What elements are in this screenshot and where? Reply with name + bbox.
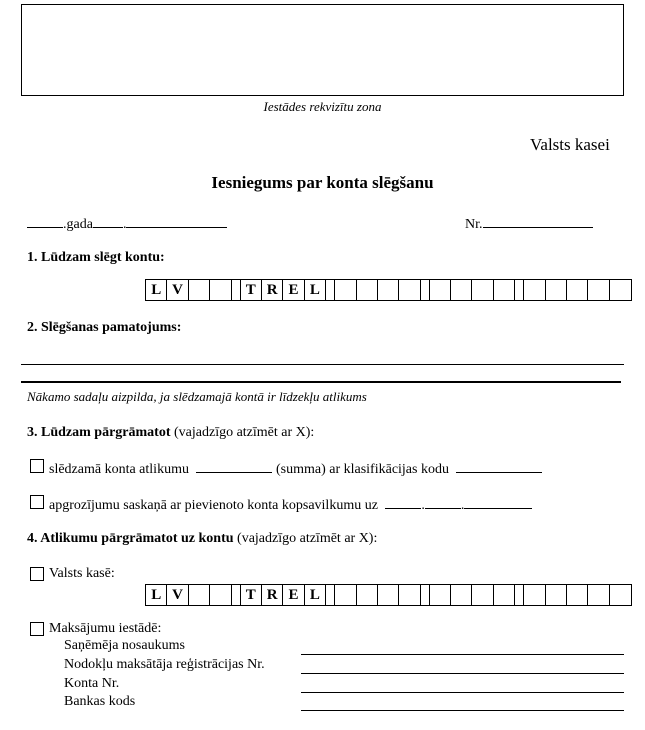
iban-cell[interactable] <box>189 585 210 605</box>
iban-cell[interactable] <box>451 585 472 605</box>
document-title: Iesniegums par konta slēgšanu <box>211 173 434 192</box>
turnover-day-blank[interactable] <box>385 495 421 509</box>
date-line: .gada . <box>27 214 227 233</box>
iban-cell[interactable] <box>210 585 231 605</box>
treasury-checkbox[interactable] <box>30 567 44 581</box>
iban-group-gap <box>232 280 241 300</box>
iban-cell[interactable]: E <box>283 280 304 300</box>
iban-cell[interactable] <box>399 585 420 605</box>
recipient-name-input[interactable] <box>301 654 624 655</box>
iban-group-gap <box>232 585 241 605</box>
iban-cell[interactable] <box>210 280 231 300</box>
iban-group-gap <box>326 585 335 605</box>
payment-institution-checkbox[interactable] <box>30 622 44 636</box>
option-balance-row <box>49 459 542 478</box>
requisites-caption: Iestādes rekvizītu zona <box>263 99 382 114</box>
reason-input-line[interactable] <box>21 364 624 365</box>
iban-grid-close-account[interactable] <box>145 279 632 301</box>
iban-cell[interactable] <box>335 585 356 605</box>
iban-cell[interactable] <box>494 585 515 605</box>
iban-cell[interactable] <box>399 280 420 300</box>
iban-group-gap <box>421 280 430 300</box>
iban-cell[interactable]: R <box>262 585 283 605</box>
iban-grid-treasury[interactable] <box>145 584 632 606</box>
recipient-label: Valsts kasei <box>530 135 610 154</box>
iban-cell[interactable] <box>378 280 399 300</box>
iban-cell[interactable] <box>610 585 631 605</box>
iban-cell[interactable]: L <box>146 280 167 300</box>
section2-heading: 2. Slēgšanas pamatojums: <box>27 320 182 335</box>
turnover-year-blank[interactable] <box>464 495 532 509</box>
iban-cell[interactable] <box>430 280 451 300</box>
turnover-month-blank[interactable] <box>425 495 461 509</box>
requisites-zone-box <box>21 4 624 96</box>
iban-group-gap <box>421 585 430 605</box>
option-balance-label: slēdzamā konta atlikumu <box>49 462 189 477</box>
iban-cell[interactable] <box>451 280 472 300</box>
amount-blank[interactable] <box>196 459 272 473</box>
iban-cell[interactable] <box>610 280 631 300</box>
bank-code-label: Bankas kods <box>64 694 136 709</box>
iban-group-gap <box>326 280 335 300</box>
treasury-label: Valsts kasē: <box>49 566 115 581</box>
iban-cell[interactable]: L <box>146 585 167 605</box>
iban-cell[interactable] <box>588 280 609 300</box>
iban-cell[interactable] <box>378 585 399 605</box>
section4-heading: 4. Atlikumu pārgrāmatot uz kontu (vajadzīgo atzīmēt ar X): <box>27 531 378 546</box>
section3-heading: 3. Lūdzam pārgrāmatot (vajadzīgo atzīmēt ar X): <box>27 425 315 440</box>
payment-institution-label: Maksājumu iestādē: <box>49 621 162 636</box>
iban-cell[interactable] <box>524 585 545 605</box>
iban-cell[interactable]: L <box>305 280 326 300</box>
iban-cell[interactable]: T <box>241 585 262 605</box>
section1-heading: 1. Lūdzam slēgt kontu: <box>27 250 165 265</box>
classification-code-blank[interactable] <box>456 459 542 473</box>
year-blank[interactable] <box>126 214 227 228</box>
iban-cell[interactable] <box>567 585 588 605</box>
iban-cell[interactable]: T <box>241 280 262 300</box>
iban-cell[interactable] <box>357 280 378 300</box>
section-divider <box>21 381 621 383</box>
iban-cell[interactable] <box>546 280 567 300</box>
turnover-checkbox[interactable] <box>30 495 44 509</box>
tax-id-input[interactable] <box>301 673 624 674</box>
bank-code-input[interactable] <box>301 710 624 711</box>
iban-cell[interactable]: R <box>262 280 283 300</box>
balance-checkbox[interactable] <box>30 459 44 473</box>
iban-cell[interactable] <box>472 280 493 300</box>
account-number-input[interactable] <box>301 692 624 693</box>
conditional-note: Nākamo sadaļu aizpilda, ja slēdzamajā kontā ir līdzekļu atlikums <box>27 389 367 404</box>
number-label: Nr. <box>465 217 483 232</box>
day-blank[interactable] <box>27 214 63 228</box>
option-turnover-row: apgrozījumu saskaņā ar pievienoto konta kopsavilkumu uz . . <box>49 495 532 514</box>
month-blank[interactable] <box>93 214 123 228</box>
iban-cell[interactable] <box>567 280 588 300</box>
iban-cell[interactable] <box>430 585 451 605</box>
account-number-label: Konta Nr. <box>64 676 120 691</box>
option-turnover-label: apgrozījumu saskaņā ar pievienoto konta kopsavilkumu uz <box>49 498 378 513</box>
number-line <box>465 214 593 233</box>
iban-cell[interactable] <box>335 280 356 300</box>
tax-id-label: Nodokļu maksātāja reģistrācijas Nr. <box>64 657 265 672</box>
recipient-name-label: Saņēmēja nosaukums <box>64 638 185 653</box>
iban-group-gap <box>515 585 524 605</box>
gada-label: .gada <box>63 217 93 232</box>
iban-cell[interactable]: V <box>167 585 188 605</box>
iban-cell[interactable]: E <box>283 585 304 605</box>
iban-cell[interactable] <box>357 585 378 605</box>
iban-cell[interactable] <box>189 280 210 300</box>
option-balance-label-2: (summa) ar klasifikācijas kodu <box>275 462 449 477</box>
iban-cell[interactable]: L <box>305 585 326 605</box>
iban-cell[interactable] <box>472 585 493 605</box>
iban-cell[interactable]: V <box>167 280 188 300</box>
iban-group-gap <box>515 280 524 300</box>
iban-cell[interactable] <box>494 280 515 300</box>
number-blank[interactable] <box>483 214 593 228</box>
iban-cell[interactable] <box>588 585 609 605</box>
iban-cell[interactable] <box>546 585 567 605</box>
iban-cell[interactable] <box>524 280 545 300</box>
